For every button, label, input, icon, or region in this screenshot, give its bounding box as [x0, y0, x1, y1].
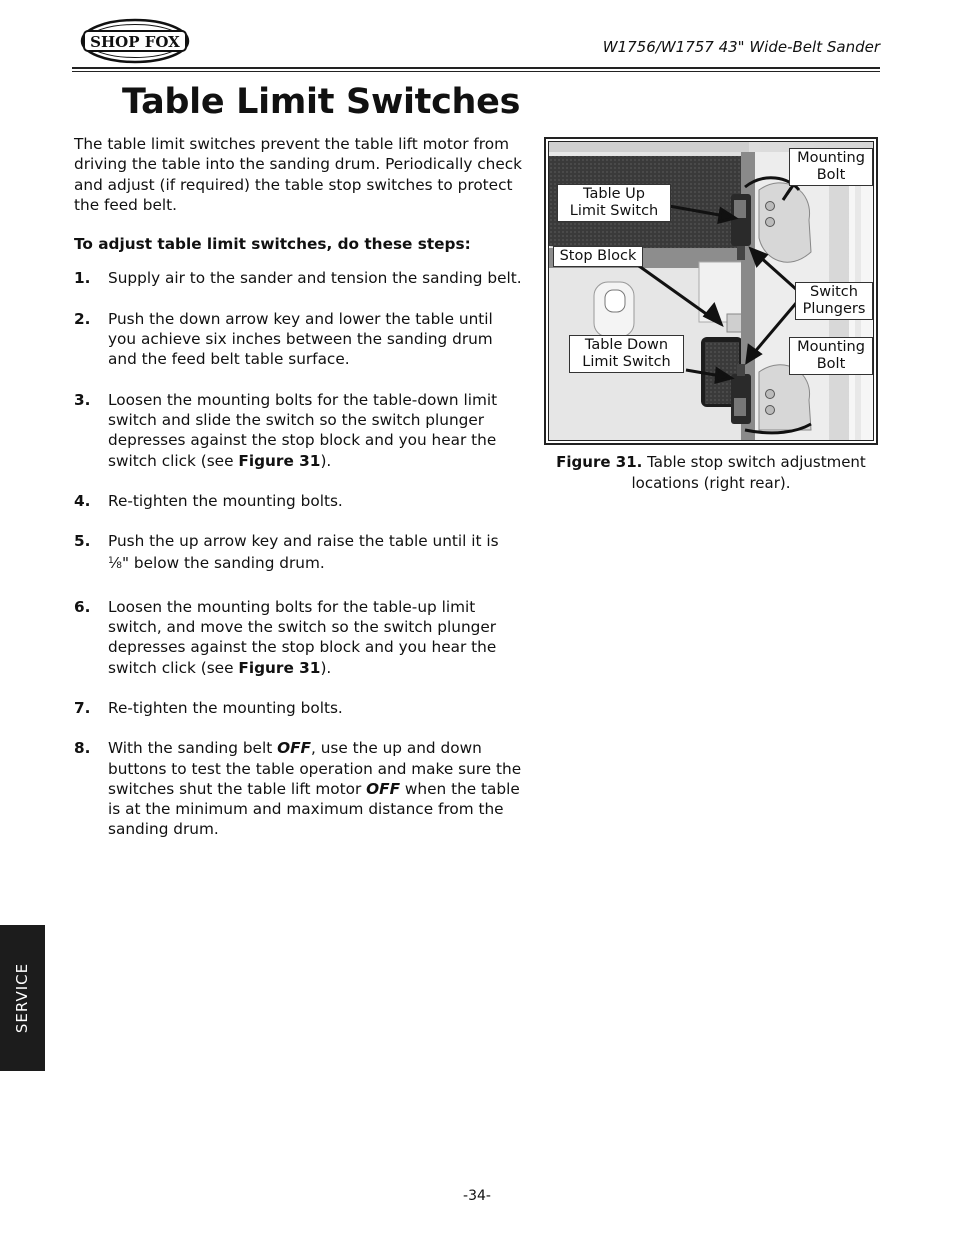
callout-line: Stop Block: [559, 248, 637, 264]
callout-table-up-limit-switch: [557, 184, 671, 222]
step-number: 3.: [74, 390, 91, 409]
step-number: 6.: [74, 597, 91, 616]
header-rule-thin: [72, 71, 880, 72]
step-2: [74, 309, 524, 370]
step-number: 7.: [74, 698, 91, 717]
callout-table-down-limit-switch: [569, 335, 684, 373]
callout-line: Limit Switch: [569, 203, 659, 219]
page-number: -34-: [463, 1188, 491, 1204]
figure-caption-text: Table stop switch adjustment locations (right rear).: [631, 453, 866, 492]
step-text-mid: , use the up and down buttons to test the table operation and make sure the switches shut the table lift motor: [108, 739, 522, 798]
step-1: [74, 268, 524, 288]
step-text-end: ).: [320, 451, 332, 470]
step-text: Loosen the mounting bolts for the table-up limit switch, and move the switch so the switch plunger depresses against the stop block and you hear the switch click (see: [108, 597, 497, 677]
callout-line: Table Down: [584, 337, 669, 353]
callout-line: Switch: [810, 284, 858, 300]
step-4: [74, 491, 524, 511]
step-text: Push the up arrow key and raise the table until it is: [108, 532, 499, 551]
step-text: Supply air to the sander and tension the sanding belt.: [108, 269, 522, 288]
callout-switch-plungers: [795, 282, 873, 320]
shop-fox-logo: [80, 18, 190, 64]
step-text-end: " below the sanding drum.: [122, 554, 325, 573]
callout-line: Table Up: [583, 186, 645, 202]
callout-line: Mounting: [797, 150, 865, 166]
fraction-denominator: 8: [116, 561, 123, 572]
step-6: [74, 597, 524, 678]
step-text-end: ).: [320, 658, 332, 677]
step-text: With the sanding belt: [108, 739, 278, 758]
document-title: W1756/W1757 43" Wide-Belt Sander: [602, 38, 880, 56]
step-number: 5.: [74, 532, 91, 551]
callout-line: Mounting: [797, 339, 865, 355]
figure-reference: Figure 31: [238, 451, 321, 470]
figure-reference: Figure 31: [238, 658, 321, 677]
figure-label: Figure 31.: [556, 453, 643, 471]
step-text: Push the down arrow key and lower the table until you achieve six inches between the sanding drum and the feed belt table surface.: [108, 309, 493, 369]
step-3: [74, 390, 524, 471]
step-number: 8.: [74, 739, 91, 758]
callout-line: Plungers: [802, 301, 866, 317]
logo-emblem-icon: [80, 18, 190, 64]
step-8: [74, 738, 524, 839]
step-number: 1.: [74, 269, 91, 288]
callout-line: Bolt: [816, 356, 846, 372]
header-rule: [72, 67, 880, 69]
steps-heading: To adjust table limit switches, do these steps:: [74, 235, 471, 254]
section-tab-label: SERVICE: [13, 962, 31, 1034]
fraction-numerator: 1: [108, 556, 114, 567]
intro-paragraph: The table limit switches prevent the table lift motor from driving the table into the sanding drum. Periodically check and adjust (if required) the table stop switches to protect the feed belt.: [74, 135, 523, 214]
steps-list: [74, 268, 524, 839]
main-text-column: [74, 134, 524, 860]
step-text: Re-tighten the mounting bolts.: [108, 698, 343, 717]
section-side-tab: [0, 925, 45, 1071]
off-emphasis: OFF: [277, 739, 311, 758]
step-7: [74, 698, 524, 718]
step-number: 4.: [74, 491, 91, 510]
figure-caption: [546, 452, 876, 494]
step-number: 2.: [74, 309, 91, 328]
callout-stop-block: [553, 246, 643, 267]
off-emphasis: OFF: [366, 779, 401, 798]
page-title: Table Limit Switches: [122, 82, 521, 122]
step-text: Re-tighten the mounting bolts.: [108, 491, 343, 510]
callout-mounting-bolt-top: [789, 148, 873, 186]
callout-line: Limit Switch: [582, 354, 671, 370]
step-5: 5. Push the up arrow key and raise the table until it is $^1$⁄8" below the sanding drum.: [74, 532, 499, 573]
step-text-end: when the table is at the minimum and maximum distance from the sanding drum.: [108, 779, 520, 839]
step-text: Loosen the mounting bolts for the table-down limit switch and slide the switch so the switch plunger depresses against the stop block and you hear the switch click (see: [108, 390, 498, 470]
logo-text: SHOP FOX: [90, 33, 180, 51]
callout-line: Bolt: [816, 167, 846, 183]
callout-mounting-bolt-bottom: [789, 337, 873, 375]
